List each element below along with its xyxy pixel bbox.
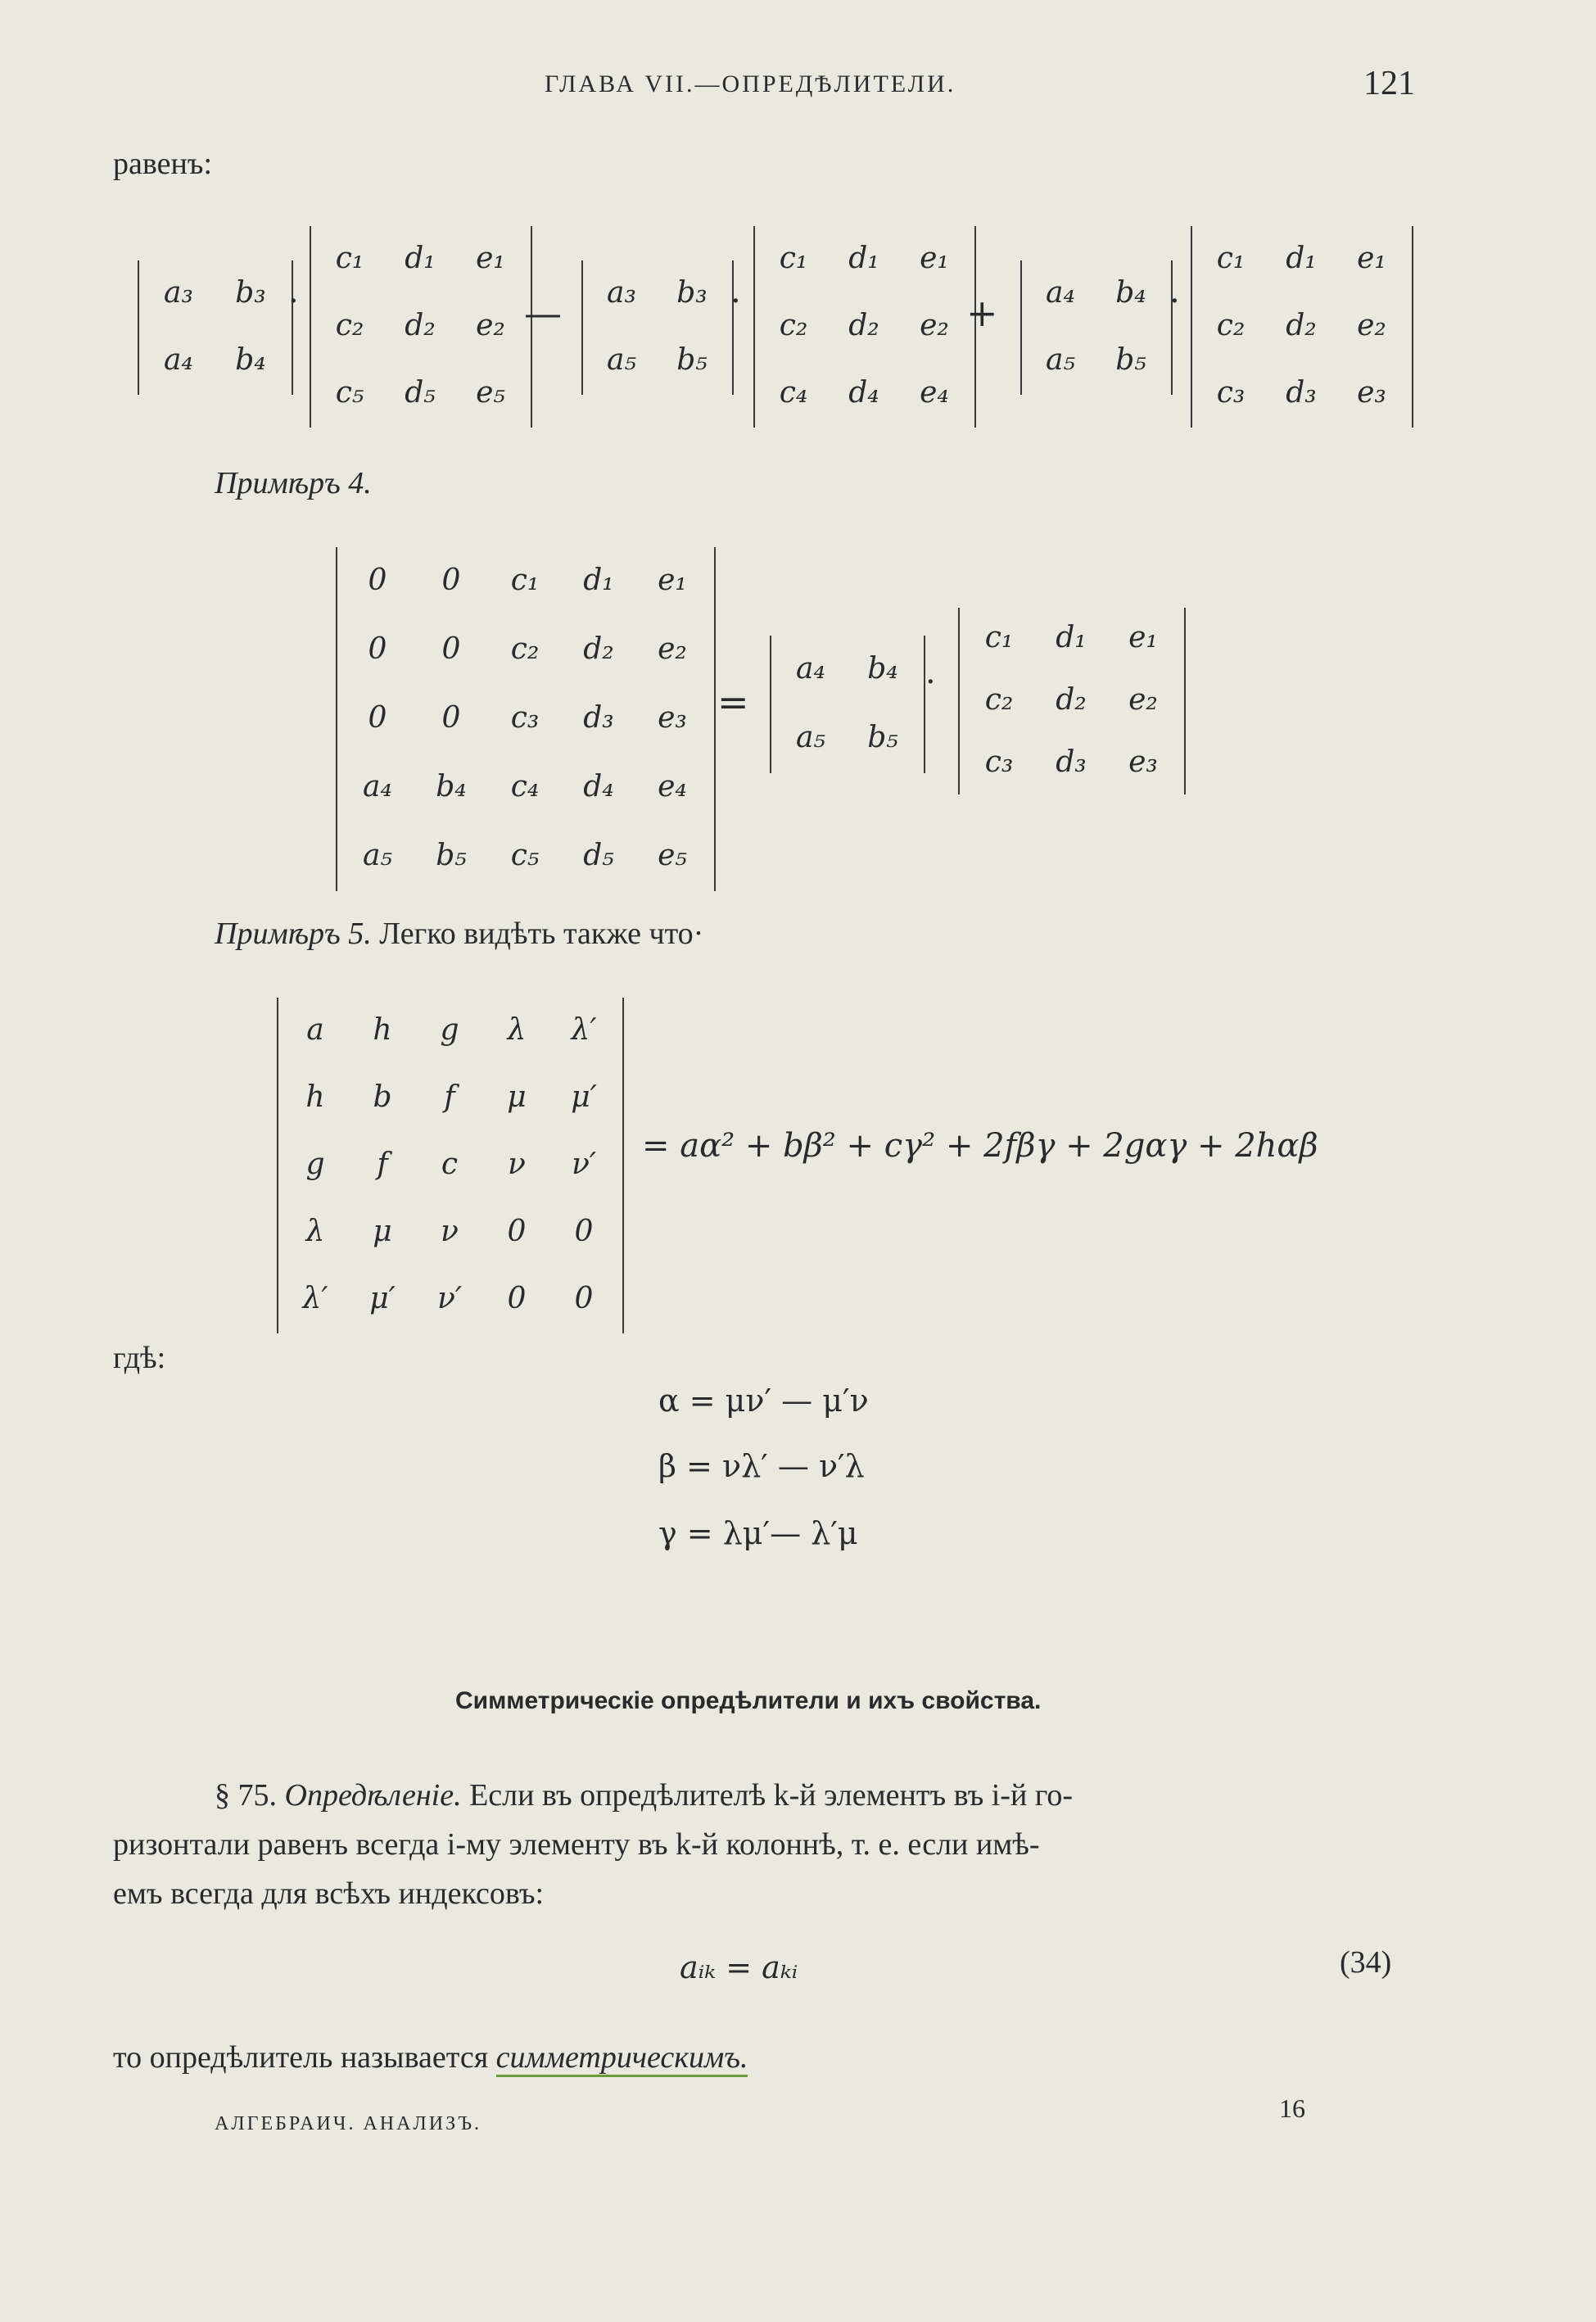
det-5-entry: 0 [441, 564, 461, 597]
det-3b-entry: c₄ [779, 376, 808, 410]
dot-operator: · [288, 283, 299, 320]
det-5-entry: 0 [368, 701, 387, 735]
det-3-entry: e₁ [1128, 621, 1158, 654]
where-text: гдѣ: [113, 1341, 166, 1375]
example-5-label: Примѣръ 5. [215, 917, 372, 951]
det-3-entry: c₃ [984, 745, 1014, 779]
det-5-entry: c₃ [510, 701, 540, 735]
paragraph-line-1 [215, 1777, 1402, 1813]
det-3c-right-bar [1412, 226, 1413, 428]
intro-text: равенъ: [113, 147, 212, 181]
det-3b-entry: e₂ [920, 309, 949, 342]
det-5-entry: h [373, 1013, 392, 1047]
det-3a-left-bar [310, 226, 311, 428]
det-5-entry: λ′ [302, 1282, 328, 1315]
det-3a-entry: e₂ [476, 309, 505, 342]
det-5-entry: d₁ [583, 564, 614, 597]
paragraph-text-1: Если въ опредѣлителѣ k-й элементъ въ i-й го- [469, 1778, 1074, 1813]
det-5-entry: μ′ [571, 1080, 597, 1114]
det-3c-left-bar [1191, 226, 1192, 428]
det-5-entry: 0 [441, 632, 461, 666]
det-5-entry: e₂ [658, 632, 687, 666]
definition-gamma: γ = λμ′— λ′μ [658, 1515, 858, 1551]
det-3b-entry: e₁ [920, 242, 949, 275]
example-5-line [215, 916, 703, 952]
det-2c-entry: b₅ [1115, 343, 1146, 377]
det-3-entry: d₃ [1056, 745, 1087, 779]
det-5-entry: λ [507, 1013, 527, 1047]
det-2b-entry: a₃ [607, 276, 636, 310]
det-5-entry: μ′ [369, 1282, 396, 1315]
det-5-right-bar [714, 547, 716, 891]
equals-operator: = [717, 680, 749, 724]
det-5-entry: μ [373, 1215, 392, 1248]
definition-beta: β = νλ′ — ν′λ [658, 1448, 865, 1484]
det-2b-entry: b₃ [676, 276, 708, 310]
det-3a-entry: c₁ [335, 242, 364, 275]
det-5-entry: a₅ [363, 839, 392, 872]
det-5-entry: ν [508, 1147, 526, 1181]
det-2a-entry: b₄ [235, 343, 266, 377]
det-3b-entry: c₂ [779, 309, 808, 342]
det-5-entry: b [373, 1080, 392, 1114]
det-5-entry: c₂ [510, 632, 540, 666]
det-3-entry: e₃ [1128, 745, 1158, 779]
paragraph-line-2: ризонтали равенъ всегда i-му элементу въ k-й колоннѣ, т. е. если имѣ- [113, 1827, 1040, 1862]
det-2-entry: b₅ [867, 721, 898, 754]
det-5-entry: f [377, 1147, 388, 1181]
minus-operator: — [524, 291, 562, 335]
det-2a-right-bar [292, 260, 293, 395]
det-5-entry: λ [305, 1215, 325, 1248]
det-2-left-bar [770, 636, 771, 773]
det-5-entry: 0 [441, 701, 461, 735]
det-3a-entry: c₅ [335, 376, 364, 410]
det-5-entry: 0 [368, 632, 387, 666]
conclusion-line [113, 2039, 748, 2075]
det-5-entry: d₂ [583, 632, 614, 666]
det-5-entry: ν [441, 1215, 459, 1248]
det-5-entry: 0 [574, 1215, 594, 1248]
det-2a-left-bar [138, 260, 139, 395]
det-5-entry: ν′ [436, 1282, 463, 1315]
det-2c-entry: a₅ [1046, 343, 1075, 377]
det-5-entry: a₄ [363, 770, 392, 803]
det-2a-entry: a₃ [164, 276, 193, 310]
dot-operator: · [1169, 283, 1180, 320]
det-5-entry: a [306, 1013, 324, 1047]
det-2-right-bar [924, 636, 925, 773]
det-3b-left-bar [753, 226, 755, 428]
formula-34: aᵢₖ = aₖᵢ [680, 1949, 798, 1985]
dot-operator: · [730, 283, 741, 320]
det-3a-entry: d₂ [405, 309, 436, 342]
paragraph-line-3: емъ всегда для всѣхъ индексовъ: [113, 1876, 545, 1911]
det-5-right-bar [622, 998, 624, 1333]
det-5-entry: e₃ [658, 701, 687, 735]
det-3c-entry: e₃ [1357, 376, 1386, 410]
det-5-entry: c₅ [510, 839, 540, 872]
det-5-entry: 0 [507, 1282, 527, 1315]
det-3b-entry: d₁ [848, 242, 879, 275]
det-5-entry: ν′ [571, 1147, 597, 1181]
dot-operator: · [925, 663, 936, 701]
det-2b-entry: a₅ [607, 343, 636, 377]
det-5-entry: e₄ [658, 770, 687, 803]
det-3b-entry: d₂ [848, 309, 879, 342]
example-5-rhs: = aα² + bβ² + cγ² + 2fβγ + 2gαγ + 2hαβ [642, 1127, 1318, 1165]
det-2c-right-bar [1171, 260, 1173, 395]
footer-signature: 16 [1279, 2093, 1305, 2123]
det-2b-left-bar [581, 260, 583, 395]
paragraph-term: Опредѣленіе. [284, 1778, 462, 1813]
det-5-entry: c₄ [510, 770, 540, 803]
det-3-entry: d₂ [1056, 683, 1087, 717]
det-3a-entry: e₁ [476, 242, 505, 275]
det-5-entry: h [305, 1080, 325, 1114]
det-2-entry: a₅ [796, 721, 825, 754]
det-5-entry: d₅ [583, 839, 614, 872]
det-5-entry: λ′ [571, 1013, 597, 1047]
page-number: 121 [1363, 65, 1415, 102]
det-5-entry: e₁ [658, 564, 687, 597]
det-3-left-bar [958, 608, 960, 794]
det-3-entry: c₁ [984, 621, 1014, 654]
det-2c-entry: b₄ [1115, 276, 1146, 310]
det-5-entry: μ [507, 1080, 527, 1114]
det-2-entry: a₄ [796, 652, 825, 686]
det-5-entry: e₅ [658, 839, 687, 872]
formula-34-number: (34) [1340, 1945, 1392, 1980]
det-3c-entry: e₁ [1357, 242, 1386, 275]
det-3a-entry: d₅ [405, 376, 436, 410]
det-3-entry: e₂ [1128, 683, 1158, 717]
det-5-left-bar [277, 998, 278, 1333]
det-3b-entry: d₄ [848, 376, 879, 410]
det-3a-entry: c₂ [335, 309, 364, 342]
det-5-entry: d₃ [583, 701, 614, 735]
det-5-entry: b₅ [436, 839, 467, 872]
det-2c-left-bar [1020, 260, 1022, 395]
det-3-entry: c₂ [984, 683, 1014, 717]
example-5-text: Легко видѣть также что· [379, 917, 704, 951]
det-5-entry: 0 [574, 1282, 594, 1315]
det-3c-entry: c₂ [1216, 309, 1246, 342]
paragraph-number: § 75. [215, 1778, 277, 1813]
det-2a-entry: a₄ [164, 343, 193, 377]
det-2c-entry: a₄ [1046, 276, 1075, 310]
conclusion-text: то опредѣлитель называется [113, 2040, 489, 2075]
plus-operator: + [966, 291, 998, 335]
det-5-entry: f [444, 1080, 455, 1114]
det-3b-entry: c₁ [779, 242, 808, 275]
conclusion-term: симметрическимъ. [496, 2040, 748, 2077]
det-3c-entry: d₂ [1286, 309, 1317, 342]
det-5-entry: c [441, 1147, 459, 1181]
det-3a-entry: e₅ [476, 376, 505, 410]
definition-alpha: α = μν′ — μ′ν [658, 1383, 869, 1419]
det-2-entry: b₄ [867, 652, 898, 686]
det-3-right-bar [1184, 608, 1186, 794]
det-2b-entry: b₅ [676, 343, 708, 377]
det-2b-right-bar [732, 260, 734, 395]
det-2a-entry: b₃ [235, 276, 266, 310]
running-header: ГЛАВА VII.—ОПРЕДѢЛИТЕЛИ. [545, 70, 956, 97]
section-title: Симметрическіе опредѣлители и ихъ свойства. [455, 1687, 1042, 1714]
det-3c-entry: e₂ [1357, 309, 1386, 342]
det-5-entry: g [440, 1013, 459, 1047]
det-5-entry: 0 [368, 564, 387, 597]
det-3c-entry: c₁ [1216, 242, 1246, 275]
det-5-entry: d₄ [583, 770, 614, 803]
det-3b-entry: e₄ [920, 376, 949, 410]
det-5-entry: b₄ [436, 770, 467, 803]
det-3c-entry: d₁ [1286, 242, 1317, 275]
det-5-entry: g [305, 1147, 325, 1181]
det-3-entry: d₁ [1056, 621, 1087, 654]
example-4-label: Примѣръ 4. [215, 466, 372, 500]
det-5-entry: 0 [507, 1215, 527, 1248]
det-3c-entry: c₃ [1216, 376, 1246, 410]
det-5-left-bar [336, 547, 337, 891]
det-3c-entry: d₃ [1286, 376, 1317, 410]
det-3a-entry: d₁ [405, 242, 436, 275]
det-5-entry: c₁ [510, 564, 540, 597]
footer-title: АЛГЕБРАИЧ. АНАЛИЗЪ. [215, 2113, 482, 2134]
